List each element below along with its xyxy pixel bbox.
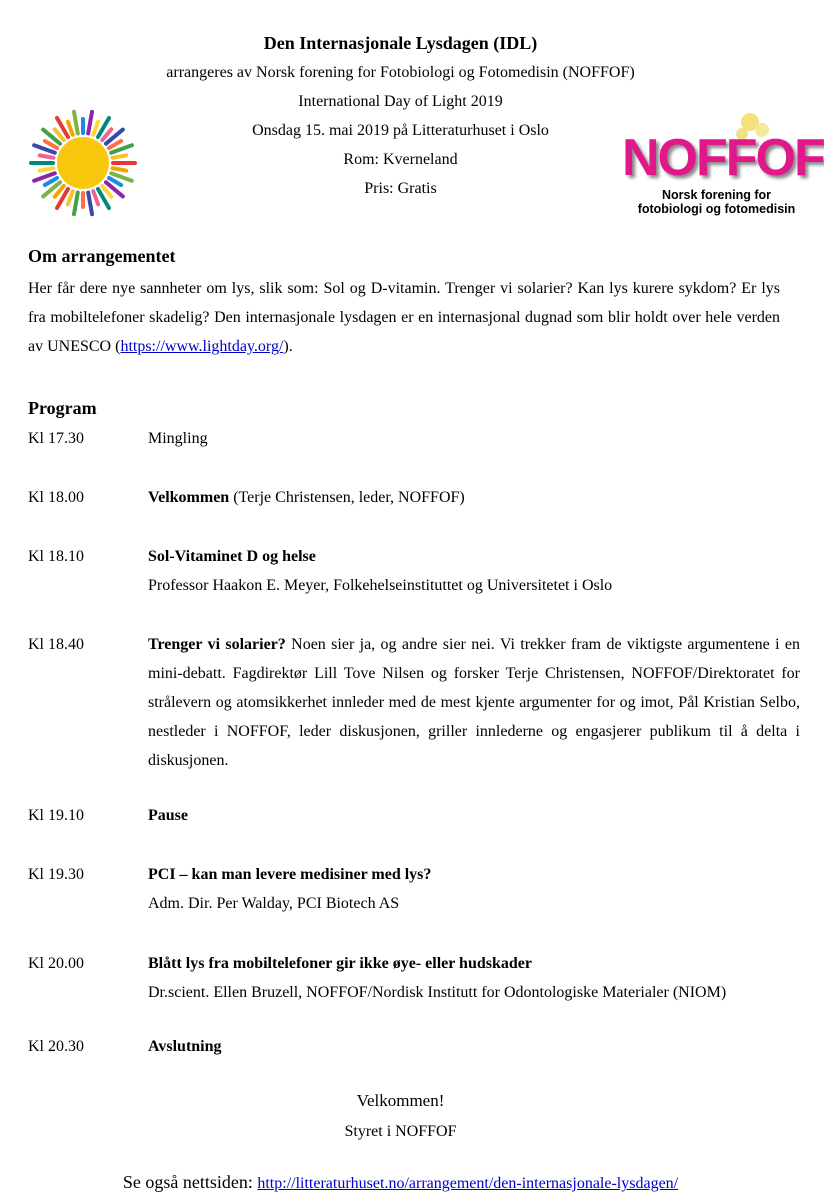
program-title: Program — [28, 398, 97, 418]
program-text: Noen sier ja, og andre sier nei. Vi trekker fram de viktigste argumentene i en mini-debatt. Fagdirektør Lill Tove Nilsen og forsker Terje Christensen, NOFFOF/Direktoratet for strålevern og atomsikkerhet innleder med de mest kjente argumenter for og imot, Pål Kristian Selbo, nestleder i NOFFOF, leder diskusjonen, griller innlederne og engasjerer publikum til å delta i diskusjonen. — [148, 636, 800, 769]
program-heading: Trenger vi solarier? — [148, 636, 286, 653]
sun-ray — [93, 122, 98, 135]
noffof-subtitle — [634, 188, 799, 216]
noffof-subtitle-line-2: fotobiologi og fotomedisin — [637, 202, 796, 216]
program-time: Kl 18.10 — [28, 548, 84, 565]
date-place: Onsdag 15. mai 2019 på Litteraturhuset i Oslo — [252, 122, 549, 139]
lightday-link[interactable]: https://www.lightday.org/ — [120, 338, 284, 355]
sun-ray — [68, 191, 73, 204]
program-time: Kl 17.30 — [28, 430, 84, 447]
sun-ray — [74, 193, 78, 215]
room: Rom: Kverneland — [343, 151, 458, 168]
program-time: Kl 20.00 — [28, 955, 84, 972]
noffof-logo — [622, 108, 824, 216]
program-text: (Terje Christensen, leder, NOFFOF) — [229, 489, 465, 506]
footer — [0, 1172, 801, 1193]
program-heading: Pause — [148, 807, 188, 824]
organizer-line: arrangeres av Norsk forening for Fotobiologi og Fotomedisin (NOFFOF) — [166, 64, 635, 81]
closing-signature: Styret i NOFFOF — [344, 1123, 457, 1140]
program-time: Kl 20.30 — [28, 1038, 84, 1055]
about-text — [28, 274, 780, 361]
sun-ray — [93, 191, 98, 204]
program-text: Mingling — [148, 430, 208, 447]
sun-ray — [40, 155, 54, 157]
program-speaker: Adm. Dir. Per Walday, PCI Biotech AS — [148, 895, 400, 912]
about-title: Om arrangementet — [28, 246, 176, 266]
sun-logo-icon — [28, 108, 138, 218]
sun-ray — [88, 112, 92, 134]
program-heading: Sol-Vitaminet D og helse — [148, 548, 316, 565]
noffof-wordmark: NOFFOF — [622, 129, 824, 187]
program-heading: PCI – kan man levere medisiner med lys? — [148, 866, 432, 883]
sun-ray — [88, 193, 92, 215]
about-text-part-1: Her får dere nye sannheter om lys, slik som: Sol og D-vitamin. Trenger vi solarier? Kan lys kurere sykdom? Er lys fra mobiltelefoner skadelig? Den internasjonale lysdagen er en internasjonal dugnad som blir holdt over hele verden av UNESCO ( — [28, 280, 780, 355]
price: Pris: Gratis — [364, 180, 437, 197]
program-speaker: Professor Haakon E. Meyer, Folkehelseinstituttet og Universitetet i Oslo — [148, 577, 613, 594]
about-text-part-2: ). — [283, 338, 293, 355]
footer-link[interactable]: http://litteraturhuset.no/arrangement/den-internasjonale-lysdagen/ — [257, 1175, 679, 1192]
sun-ray — [68, 122, 73, 135]
program-time: Kl 18.40 — [28, 636, 84, 653]
program-time: Kl 19.30 — [28, 866, 84, 883]
program-time: Kl 19.10 — [28, 807, 84, 824]
program-heading: Velkommen — [148, 489, 230, 506]
program-heading: Avslutning — [148, 1038, 222, 1055]
noffof-subtitle-line-1: Norsk forening for — [661, 188, 772, 202]
sun-ray — [113, 168, 127, 170]
document-title: Den Internasjonale Lysdagen (IDL) — [263, 33, 538, 53]
program-heading: Blått lys fra mobiltelefoner gir ikke øye- eller hudskader — [148, 955, 532, 972]
event-name: International Day of Light 2019 — [298, 93, 503, 110]
program-time: Kl 18.00 — [28, 489, 84, 506]
sun-ray — [40, 168, 54, 170]
sun-core — [57, 137, 109, 189]
closing-welcome: Velkommen! — [356, 1091, 445, 1110]
sun-ray — [74, 112, 78, 134]
footer-label: Se også nettsiden: — [122, 1172, 258, 1192]
sun-ray — [113, 155, 127, 157]
program-speaker: Dr.scient. Ellen Bruzell, NOFFOF/Nordisk Institutt for Odontologiske Materialer (NIOM) — [148, 984, 727, 1001]
